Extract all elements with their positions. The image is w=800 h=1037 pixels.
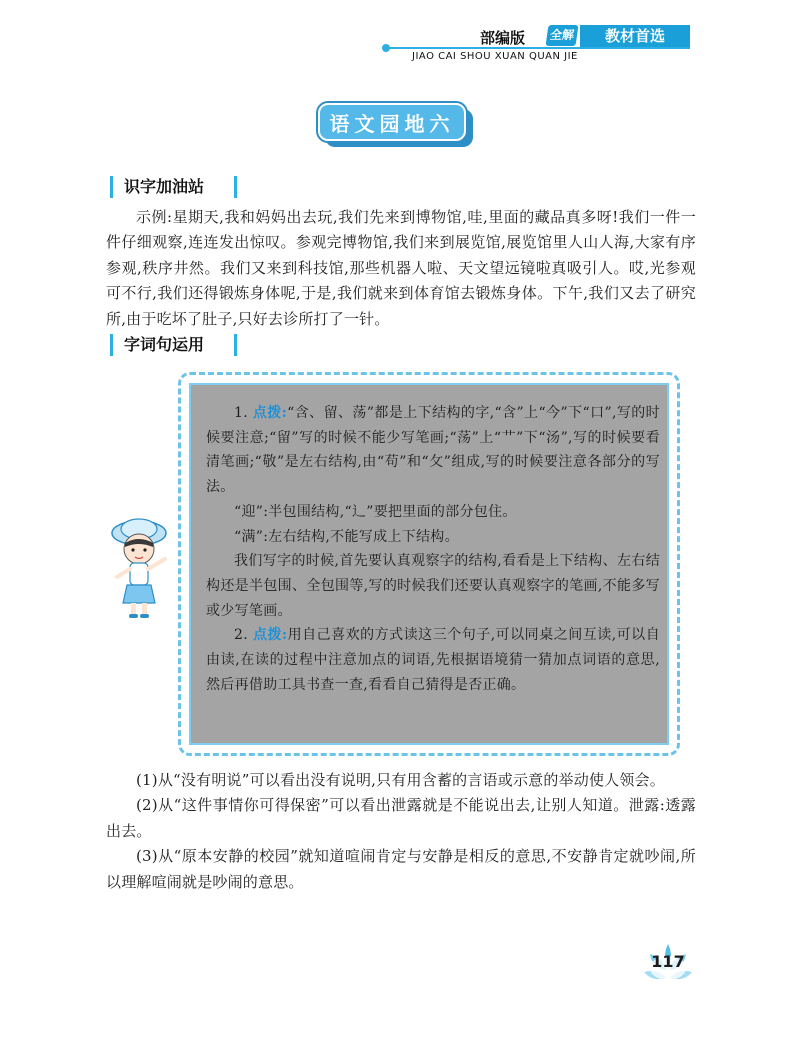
tip-label: 点拨: — [252, 405, 288, 421]
tip-paragraph-3: “满”:左右结构,不能写成上下结构。 — [234, 528, 459, 545]
header-logo: 全解 — [546, 25, 579, 46]
header-pinyin: JIAO CAI SHOU XUAN QUAN JIE — [412, 51, 578, 62]
tip-number: 1. — [234, 405, 248, 421]
tip-label: 点拨: — [252, 627, 288, 644]
tip-paragraph-2: “迎”:半包围结构,“辶”要把里面的部分包住。 — [234, 503, 517, 520]
section1-example-text — [106, 205, 696, 332]
tip-paragraph-4: 我们写字的时候,首先要认真观察字的结构,看看是上下结构、左右结构还是半包围、全包围等,写的时候我们还要认真观察字的笔画,不能多写或少写笔画。 — [206, 553, 660, 619]
section-bar-left — [110, 176, 113, 198]
tip-body: “含、留、荡”都是上下结构的字,“含”上“今”下“口”,写的时候要注意;“留”写的时候不能少写笔画;“荡”上“艹”下“汤”,写的时候要看清笔画;“敬”是左右结构,由“苟”和“攵”组成,写的时候要注意各部分的写法。 — [206, 405, 660, 496]
page-title-banner — [318, 103, 474, 147]
header-brand: 教材首选 — [580, 25, 690, 47]
tip-paragraph-5 — [206, 623, 660, 697]
section-heading-usage — [110, 333, 238, 357]
section-heading-label: 字词句运用 — [124, 335, 205, 354]
answer-1: (1)从“没有明说”可以看出没有说明,只有用含蓄的言语或示意的举动使人领会。 — [136, 771, 665, 789]
page-title: 语文园地六 — [318, 103, 466, 141]
answers-block — [106, 768, 696, 895]
header-rule — [384, 47, 690, 49]
tip-body: 用自己喜欢的方式读这三个句子,可以同桌之间互读,可以自由读,在读的过程中注意加点的词语,先根据语境猜一猜加点词语的意思,然后再借助工具书查一查,看看自己猜得是否正确。 — [206, 627, 660, 693]
answer-3: (3)从“原本安静的校园”就知道喧闹肯定与安静是相反的意思,不安静肯定就吵闹,所以理解喧闹就是吵闹的意思。 — [106, 847, 696, 891]
tip-box-text — [206, 401, 660, 697]
tip-number: 2. — [234, 627, 248, 644]
tip-paragraph-1 — [206, 401, 660, 500]
cartoon-girl-illustration — [103, 513, 183, 621]
header-edition: 部编版 — [480, 29, 526, 47]
page-number: 117 — [651, 952, 685, 971]
section-bar-right — [234, 176, 237, 198]
section-heading-literacy — [110, 175, 238, 199]
page-number-badge — [640, 938, 696, 994]
section-bar-right — [234, 334, 237, 356]
example-paragraph: 示例:星期天,我和妈妈出去玩,我们先来到博物馆,哇,里面的藏品真多呀!我们一件一件仔细观察,连连发出惊叹。参观完博物馆,我们来到展览馆,展览馆里人山人海,大家有序参观,秩序井然。我们又来到科技馆,那些机器人啦、天文望远镜啦真吸引人。哎,光参观可不行,我们还得锻炼身体呢,于是,我们就来到体育馆去锻炼身体。下午,我们又去了研究所,由于吃坏了肚子,只好去诊所打了一针。 — [106, 208, 696, 328]
section-heading-label: 识字加油站 — [124, 177, 205, 196]
answer-2: (2)从“这件事情你可得保密”可以看出泄露就是不能说出去,让别人知道。泄露:透露出去。 — [106, 796, 696, 840]
section-bar-left — [110, 334, 113, 356]
